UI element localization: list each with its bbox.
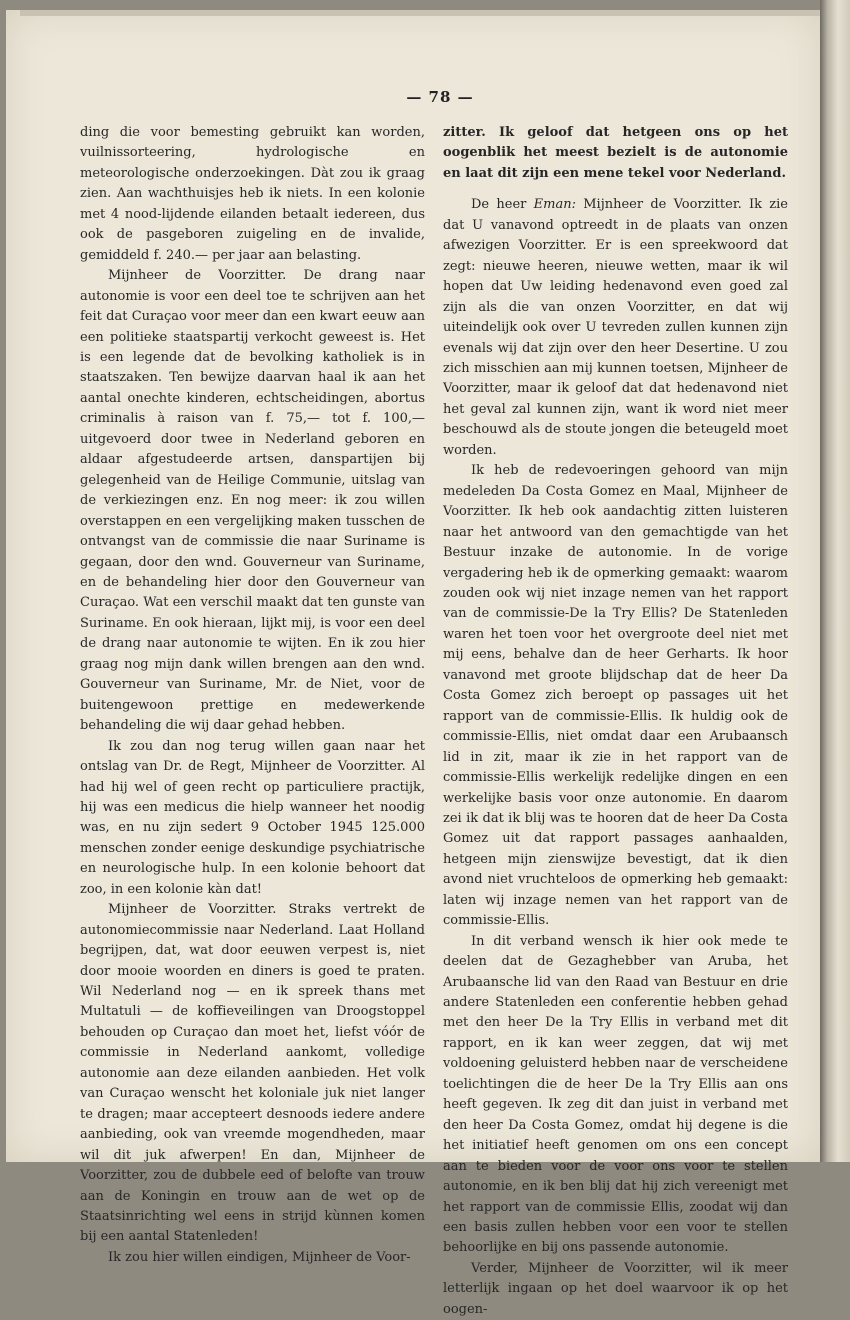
left-paragraph-2: Mijnheer de Voorzitter. De drang naar autonomie is voor een deel toe te schrijven aan het feit dat Curaçao voor meer dan een kwart eeuw aan een politieke staatspartij verkocht geweest is. Het is een legende dat de bevolking katholiek is in staatszaken. Ten bewijze daarvan haal ik aan het aantal onechte kinderen, echtscheidingen, abortus criminalis à raison van f. 75,— tot f. 100,— uitgevoerd door twee in Nederland geboren en aldaar afgestudeerde artsen, danspartijen bij gelegenheid van de Heilige Communie, uitslag van de verkiezingen enz. En nog meer: ik zou willen overstappen en een vergelijking maken tusschen de ontvangst van de commissie die naar Suriname is gegaan, door den wnd. Gouverneur van Suriname, en de behandeling hier door den Gouverneur van Curaçao. Wat een verschil maakt dat ten gunste van Suriname. En ook hieraan, lijkt mij, is voor een deel de drang naar autonomie te wijten. En ik zou hier graag nog mijn dank willen brengen aan den wnd. Gouverneur van Suriname, Mr. de Niet, voor de buitengewoon prettige en medewerkende behandeling die wij daar gehad hebben. [80, 268, 425, 734]
right-paragraph-3: Verder, Mijnheer de Voorzitter, wil ik meer letterlijk ingaan op het doel waarvoor ik op het oogen- [443, 1260, 788, 1317]
right-intro-paragraph: zitter. Ik geloof dat hetgeen ons op het oogenblik het meest bezielt is de autonomie en laat dit zijn een mene tekel voor Nederland. [443, 125, 788, 181]
left-column [80, 123, 425, 1268]
left-paragraph-3: Ik zou dan nog terug willen gaan naar het ontslag van Dr. de Regt, Mijnheer de Voorzitter. Al had hij wel of geen recht op particuliere practijk, hij was een medicus die hielp wanneer het noodig was, en nu zijn sedert 9 October 1945 125.000 menschen zonder eenige deskundige psychiatrische en neurologische hulp. In een kolonie behoort dat zoo, in een kolonie kàn dat! [80, 738, 425, 897]
page-number: — 78 — [406, 88, 474, 106]
speaker-text: Mijnheer de Voorzitter. Ik zie dat U vanavond optreedt in de plaats van onzen afwezigen Voorzitter. Er is een spreekwoord dat zegt: nieuwe heeren, nieuwe wetten, maar ik wil hopen dat Uw leiding hedenavond even goed zal zijn als die van onzen Voorzitter, en dat wij uiteindelijk ook over U tevreden zullen kunnen zijn evenals wij dat zijn over den heer Desertine. U zou zich misschien aan mij kunnen toetsen, Mijnheer de Voorzitter, maar ik geloof dat dat hedenavond niet het geval zal kunnen zijn, want ik word niet meer beschouwd als de stoute jongen die beteugeld moet worden. [443, 197, 788, 458]
speaker-paragraph [443, 195, 788, 461]
speaker-name: Eman: [533, 197, 576, 213]
left-paragraph-1: ding die voor bemesting gebruikt kan worden, vuilnissorteering, hydrologische en meteorologische onderzoekingen. Dàt zou ik graag zien. Aan wachthuisjes heb ik niets. In een kolonie met 4 nood-lijdende eilanden betaalt iedereen, dus ook de pasgeboren zuigeling en de invalide, gemiddeld f. 240.— per jaar aan belasting. [80, 125, 425, 263]
right-column [443, 123, 788, 1320]
speaker-prefix: De heer [471, 197, 534, 213]
page-top-edge [20, 10, 820, 16]
left-paragraph-5: Ik zou hier willen eindigen, Mijnheer de Voor- [108, 1249, 411, 1265]
right-paragraph-1: Ik heb de redevoeringen gehoord van mijn medeleden Da Costa Gomez en Maal, Mijnheer de Voorzitter. Ik heb ook aandachtig zitten luisteren naar het antwoord van den gemachtigde van het Bestuur inzake de autonomie. In de vorige vergadering heb ik de opmerking gemaakt: waarom zouden ook wij niet inzage nemen van het rapport van de commissie-De la Try Ellis? De Statenleden waren het toen voor het overgroote deel niet met mij eens, behalve dan de heer Gerharts. Ik hoor vanavond met groote blijdschap dat de heer Da Costa Gomez zich beroept op passages uit het rapport van de commissie-Ellis. Ik huldig ook de commissie-Ellis, niet omdat daar een Arubaansch lid in zit, maar ik zie in het rapport van de commissie-Ellis werkelijk redelijke dingen en een werkelijke basis voor onze autonomie. En daarom zei ik dat ik blij was te hooren dat de heer Da Costa Gomez uit dat rapport passages aanhaalden, hetgeen mijn zienswijze bevestigt, dat ik dien avond niet vruchteloos de opmerking heb gemaakt: laten wij inzage nemen van het rapport van de commissie-Ellis. [443, 463, 788, 929]
left-paragraph-4: Mijnheer de Voorzitter. Straks vertrekt de autonomiecommissie naar Nederland. Laat Holland begrijpen, dat, wat door eeuwen verpest is, niet door mooie woorden en diners is goed te praten. Wil Nederland nog — en ik spreek thans met Multatuli — de koffieveilingen van Droogstoppel behouden op Curaçao dan moet het, liefst vóór de commissie in Nederland aankomt, volledige autonomie aan deze eilanden aanbieden. Het volk van Curaçao wenscht het koloniale juk niet langer te dragen; maar accepteert desnoods iedere andere aanbieding, ook van vreemde mogendheden, maar wil dit juk afwerpen! En dan, Mijnheer de Voorzitter, zou de dubbele eed of belofte van trouw aan de Koningin en trouw aan de wet op de Staatsinrichting wel eens in strijd kùnnen komen bij een aantal Statenleden! [80, 902, 425, 1245]
book-spine-edge [820, 0, 850, 1162]
right-paragraph-2: In dit verband wensch ik hier ook mede te deelen dat de Gezaghebber van Aruba, het Arubaansche lid van den Raad van Bestuur en drie andere Statenleden een conferentie hebben gehad met den heer De la Try Ellis in verband met dit rapport, en ik kan weer zeggen, dat wij met voldoening geluisterd hebben naar de verscheidene toelichtingen die de heer De la Try Ellis aan ons heeft gegeven. Ik zeg dit dan juist in verband met den heer Da Costa Gomez, omdat hij degene is die het initiatief heeft genomen om ons een concept aan te bieden voor de voor ons voor te stellen autonomie, en ik ben blij dat hij zich vereenigt met het rapport van de commissie Ellis, zoodat wij dan een basis zullen hebben voor een voor te stellen behoorlijke en bij ons passende autonomie. [443, 933, 788, 1256]
